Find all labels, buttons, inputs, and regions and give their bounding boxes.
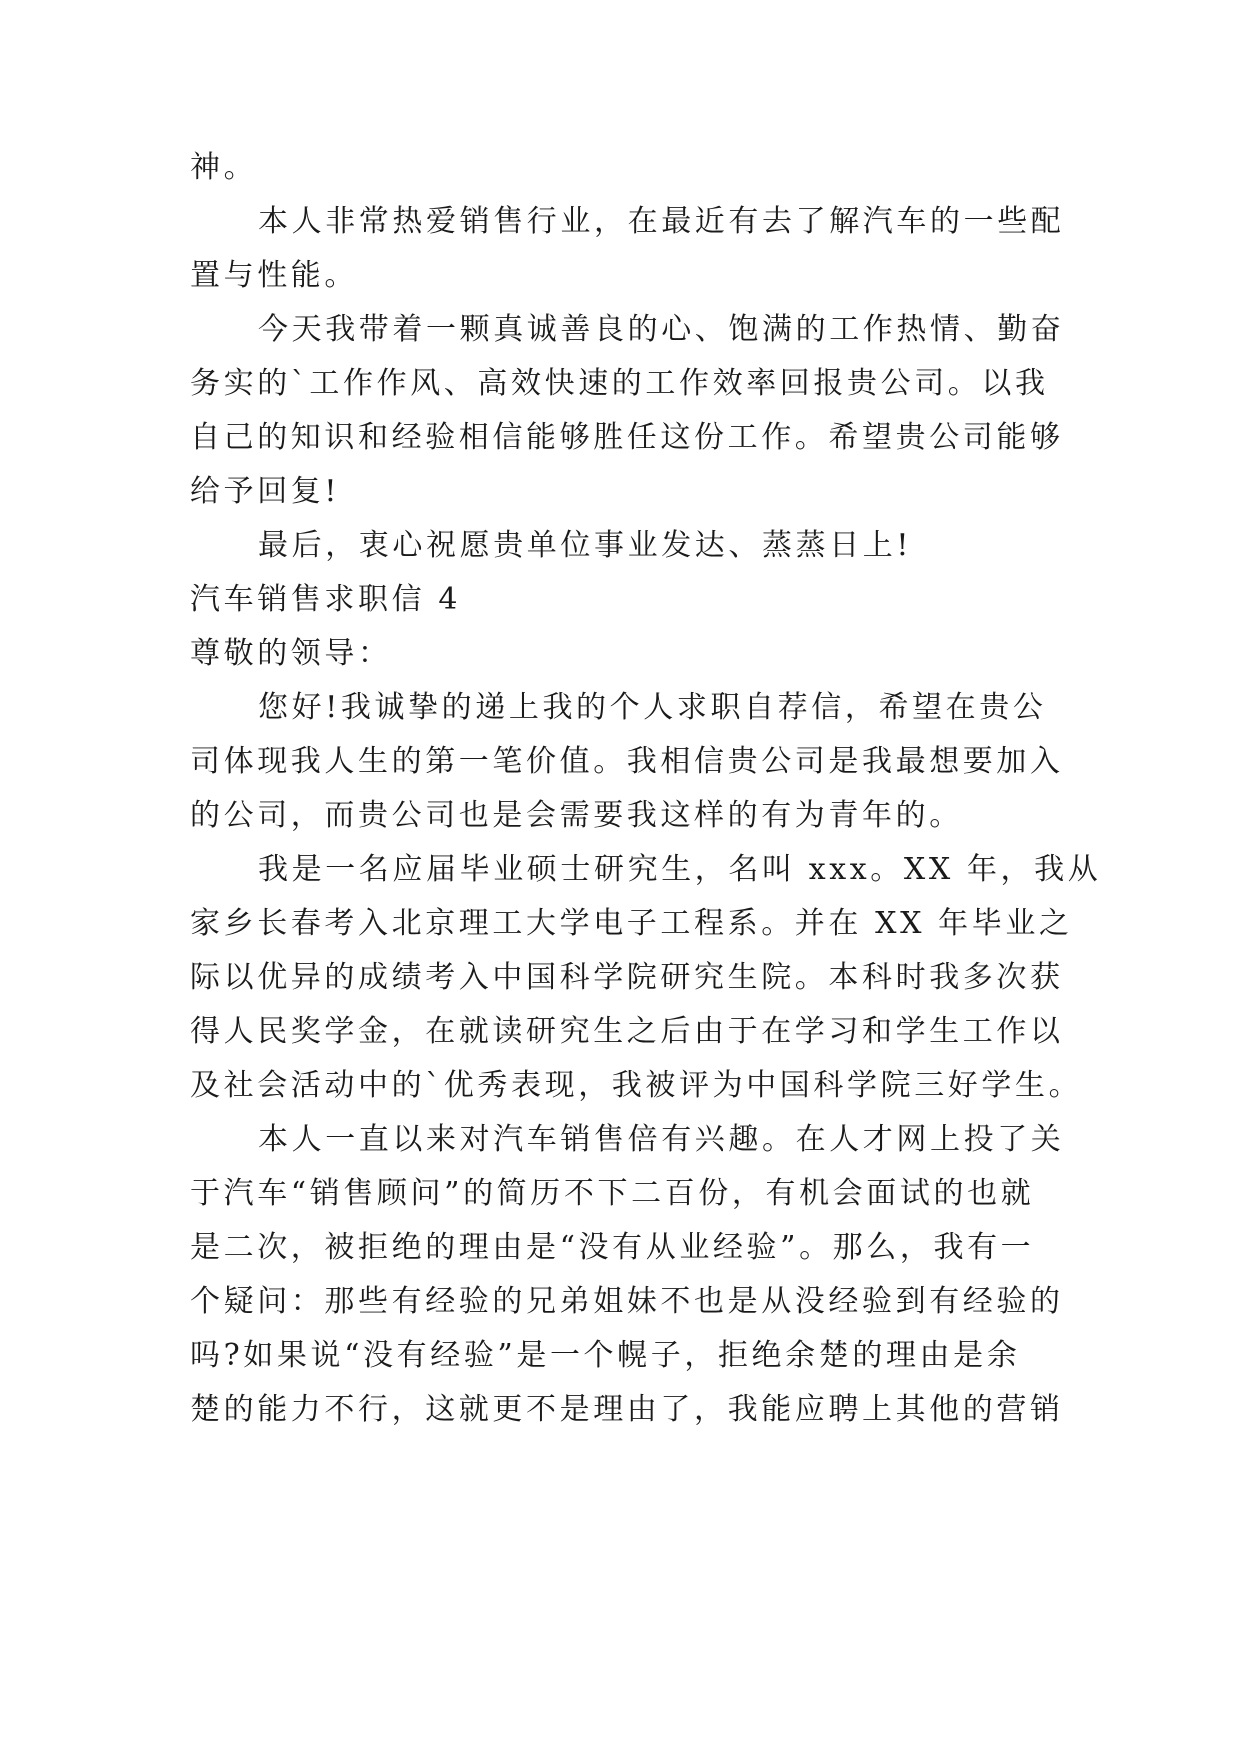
paragraph-line: 最后，衷心祝愿贵单位事业发达、蒸蒸日上! [258,528,913,563]
paragraph-line: 您好!我诚挚的递上我的个人求职自荐信，希望在贵公 [258,690,1047,725]
paragraph-line: 楚的能力不行，这就更不是理由了，我能应聘上其他的营销 [190,1392,1064,1427]
paragraph-line: 今天我带着一颗真诚善良的心、饱满的工作热情、勤奋 [258,312,1065,347]
paragraph-line: 自己的知识和经验相信能够胜任这份工作。希望贵公司能够 [190,420,1064,455]
paragraph-line: 给予回复! [190,474,341,509]
section-heading: 汽车销售求职信 4 [190,582,462,617]
paragraph-line: 得人民奖学金，在就读研究生之后由于在学习和学生工作以 [190,1014,1064,1049]
paragraph-line: 我是一名应届毕业硕士研究生，名叫 xxx。XX 年，我从 [258,852,1102,887]
paragraph-line: 及社会活动中的`优秀表现，我被评为中国科学院三好学生。 [190,1068,1083,1103]
paragraph-line: 家乡长春考入北京理工大学电子工程系。并在 XX 年毕业之 [190,906,1073,941]
paragraph-line: 置与性能。 [190,258,358,293]
paragraph-line: 本人非常热爱销售行业，在最近有去了解汽车的一些配 [258,204,1065,239]
paragraph-line: 本人一直以来对汽车销售倍有兴趣。在人才网上投了关 [258,1122,1065,1157]
paragraph-line: 的公司，而贵公司也是会需要我这样的有为青年的。 [190,798,963,833]
paragraph-line: 个疑问：那些有经验的兄弟姐妹不也是从没经验到有经验的 [190,1284,1064,1319]
paragraph-line: 务实的`工作作风、高效快速的工作效率回报贵公司。以我 [190,366,1049,401]
paragraph-line: 于汽车“销售顾问”的简历不下二百份，有机会面试的也就 [190,1176,1035,1211]
paragraph-line: 是二次，被拒绝的理由是“没有从业经验”。那么，我有一 [190,1230,1035,1265]
paragraph-line: 神。 [190,150,258,185]
paragraph-line: 际以优异的成绩考入中国科学院研究生院。本科时我多次获 [190,960,1064,995]
paragraph-line: 吗?如果说“没有经验”是一个幌子，拒绝余楚的理由是余 [190,1338,1021,1373]
paragraph-line: 司体现我人生的第一笔价值。我相信贵公司是我最想要加入 [190,744,1064,779]
salutation: 尊敬的领导： [190,636,392,671]
